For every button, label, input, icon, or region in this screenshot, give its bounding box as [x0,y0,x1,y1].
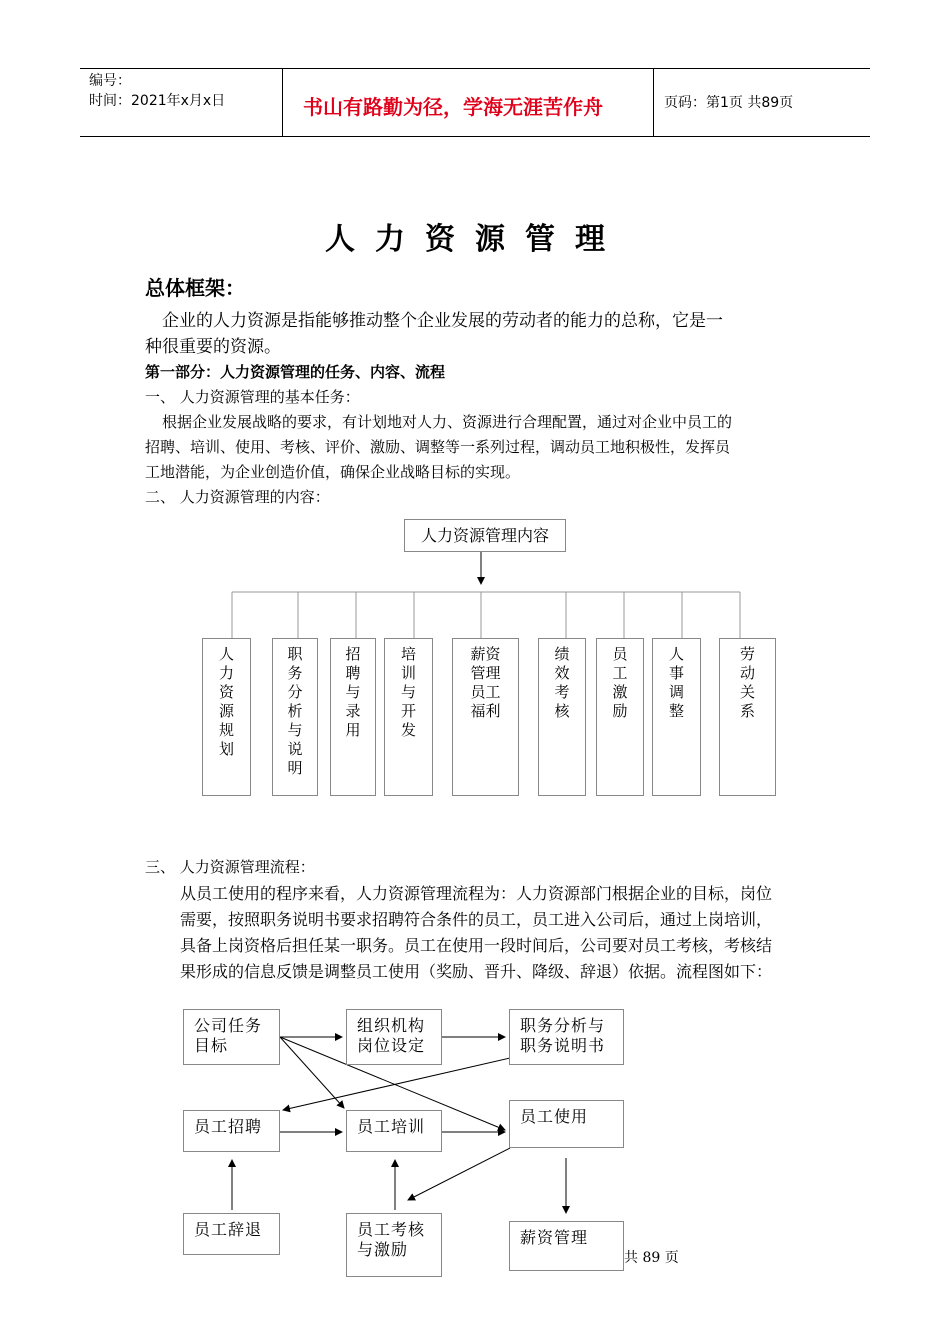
content-box-training [384,638,433,796]
flow-box-dismiss [183,1213,280,1255]
section2-heading: 二、 人力资源管理的内容： [145,488,330,506]
content-box-personnel-adjust [652,638,701,796]
content-label: 薪资管理员工福利 [470,645,501,720]
flow-label: 薪资管理 [520,1228,589,1247]
content-label: 培训与开发 [400,645,416,739]
flow-box-training [346,1110,442,1152]
content-label: 招聘与录用 [345,645,361,739]
flow-label: 公司任务目标 [194,1016,263,1055]
content-label: 绩效考核 [554,645,570,720]
motto-text: 书山有路勤为径，学海无涯苦作舟 [303,95,603,119]
flow-label: 组织机构岗位设定 [357,1016,426,1055]
doc-time-label: 时间：2021年x月x日 [89,93,226,109]
section1-line-3: 工地潜能，为企业创造价值，确保企业战略目标的实现。 [145,463,521,481]
section1-line-1: 根据企业发展战略的要求，有计划地对人力、资源进行合理配置，通过对企业中员工的 [162,413,733,431]
flow-box-recruit [183,1110,280,1152]
section3-line-2: 需要，按照职务说明书要求招聘符合条件的员工，员工进入公司后，通过上岗培训， [180,910,773,929]
content-box-performance [538,638,586,796]
flow-box-job-analysis [509,1009,624,1065]
section3-line-3: 具备上岗资格后担任某一职务。员工在使用一段时间后，公司要对员工考核，考核结 [180,936,773,955]
content-label: 人事调整 [668,645,684,720]
content-box-salary-welfare [452,638,519,796]
flow-box-org-setup [346,1009,442,1065]
section1-line-2: 招聘、培训、使用、考核、评价、激励、调整等一系列过程，调动员工地积极性，发挥员 [145,438,731,456]
intro-line-1: 企业的人力资源是指能够推动整个企业发展的劳动者的能力的总称，它是一 [162,311,723,331]
content-box-hr-planning [202,638,251,796]
flow-label: 职务分析与职务说明书 [520,1016,606,1055]
flow-label: 员工考核与激励 [357,1220,426,1259]
flow-label: 员工使用 [520,1107,589,1126]
flow-label: 员工培训 [357,1117,426,1136]
flow-box-use [509,1100,624,1148]
content-root-box [404,519,566,552]
content-label: 人力资源规划 [218,645,234,758]
section1-heading: 一、 人力资源管理的基本任务： [145,388,360,406]
content-box-job-analysis [272,638,318,796]
part1-heading: 第一部分：人力资源管理的任务、内容、流程 [145,363,446,381]
page-title: 人力资源管理 [325,222,625,257]
content-label: 劳动关系 [739,645,755,720]
section3-line-4: 果形成的信息反馈是调整员工使用（奖励、晋升、降级、辞退）依据。流程图如下： [180,962,773,981]
content-box-recruitment [330,638,376,796]
framework-heading: 总体框架： [145,276,245,300]
content-root-label: 人力资源管理内容 [420,526,549,545]
flow-box-salary [509,1221,624,1271]
footer-page-fragment: 共 89 页 [624,1250,679,1266]
flow-box-company-goal [183,1009,280,1065]
doc-number-label: 编号： [89,73,131,89]
intro-line-2: 种很重要的资源。 [145,337,281,357]
page-info: 页码：第1页 共89页 [664,95,794,111]
content-label: 职务分析与说明 [287,645,303,777]
content-label: 员工激励 [612,645,628,720]
section3-heading: 三、 人力资源管理流程： [145,858,315,876]
flow-label: 员工辞退 [194,1220,263,1239]
content-box-labor-relations [719,638,776,796]
flow-box-assess [346,1213,442,1277]
content-box-motivation [596,638,644,796]
section3-line-1: 从员工使用的程序来看，人力资源管理流程为：人力资源部门根据企业的目标，岗位 [180,884,773,903]
flow-label: 员工招聘 [194,1117,263,1136]
